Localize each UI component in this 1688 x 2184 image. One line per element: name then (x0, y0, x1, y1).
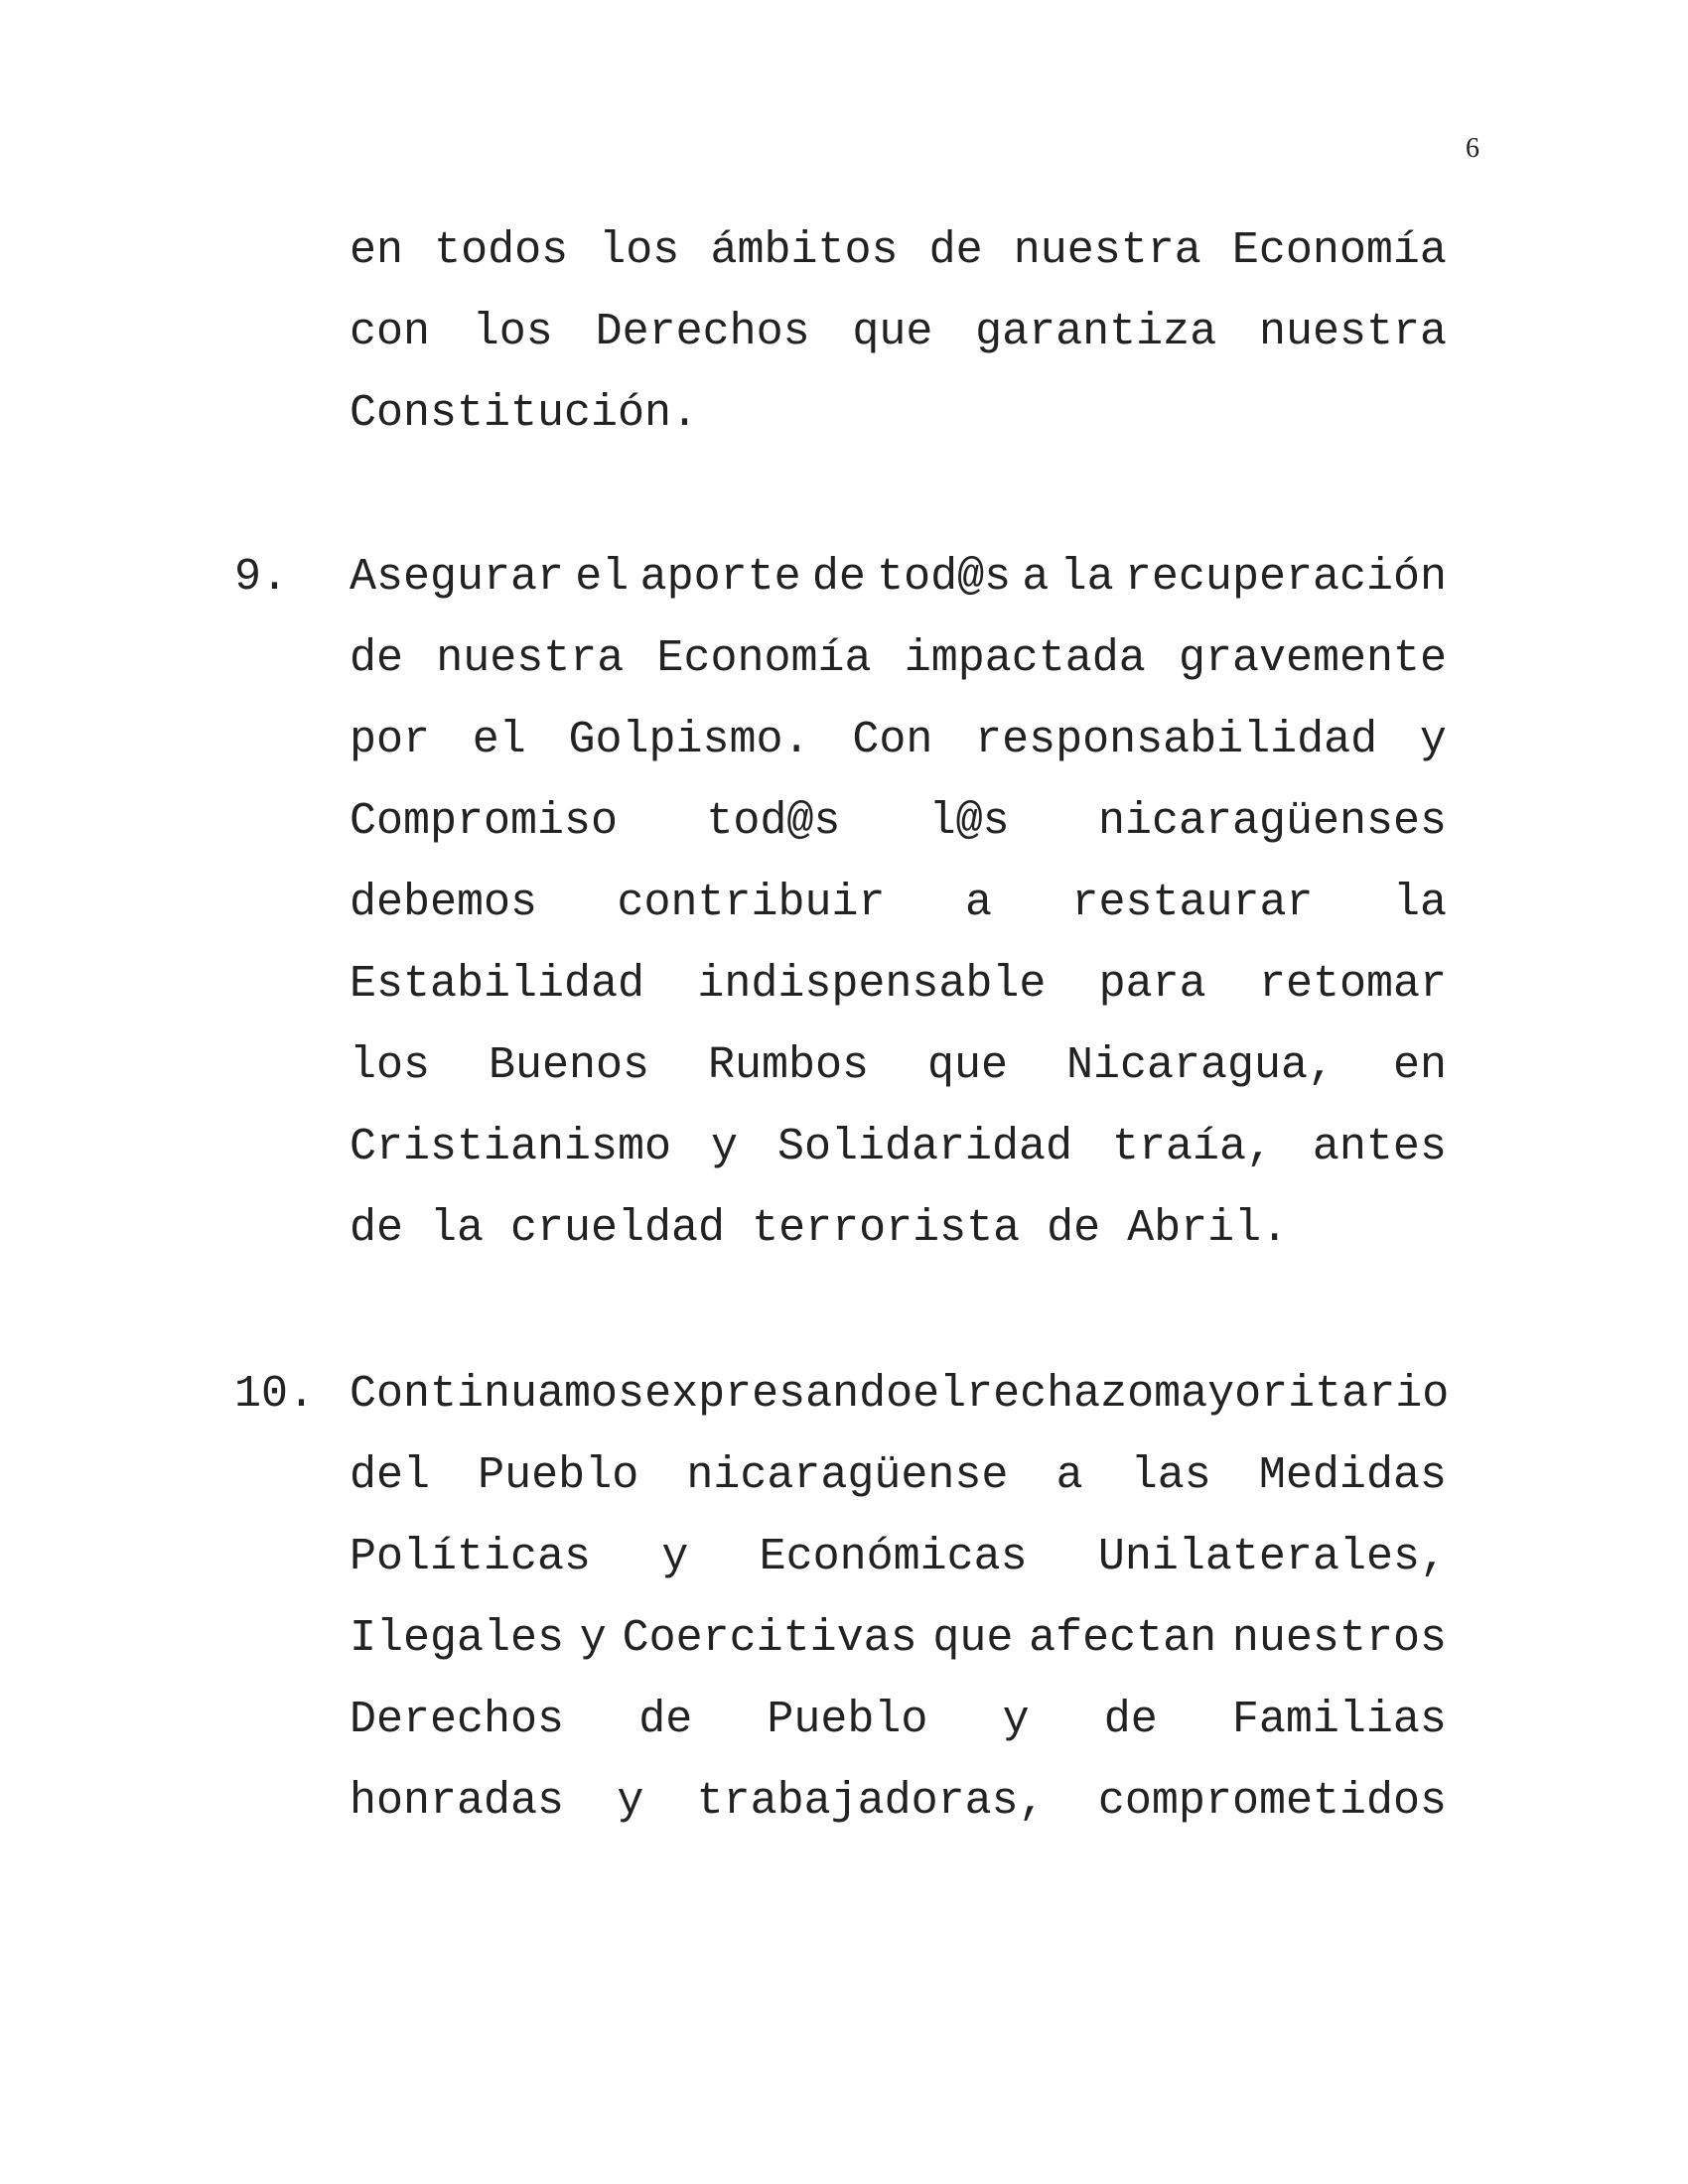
continuation-paragraph (350, 210, 1447, 455)
word: la (1059, 552, 1114, 603)
word: Continuamos (350, 1369, 645, 1420)
word: el (913, 1369, 967, 1420)
word: los (472, 307, 553, 357)
word: trabajadoras, (696, 1776, 1046, 1827)
word: retomar (1258, 959, 1447, 1010)
page-number: 6 (1466, 133, 1479, 164)
text-line (350, 1435, 1447, 1517)
word: de (811, 552, 866, 603)
word: tod@s (877, 552, 1012, 603)
text-line (350, 537, 1447, 618)
word: de (1103, 1695, 1158, 1745)
word: a (1055, 1450, 1083, 1501)
word: la (430, 1203, 485, 1254)
word: y (1002, 1695, 1030, 1745)
word: restaurar (1071, 878, 1314, 928)
word: Coercitivas (622, 1613, 917, 1664)
word: de (350, 633, 404, 684)
word: en (350, 225, 404, 276)
word: y (1419, 715, 1447, 765)
word: Solidaridad (776, 1122, 1073, 1172)
text-line (350, 1354, 1450, 1435)
text-line (350, 944, 1447, 1025)
text-line (350, 1761, 1447, 1843)
word: todos (434, 225, 569, 276)
word: Abril. (1127, 1203, 1289, 1254)
word: Constitución. (350, 388, 699, 439)
text-line (350, 1598, 1447, 1680)
word: Derechos (350, 1695, 565, 1745)
word: nicaragüenses (1097, 796, 1447, 847)
word: la (1392, 878, 1447, 928)
item-9-paragraph (350, 537, 1447, 1270)
text-line (350, 1680, 1447, 1761)
word: las (1130, 1450, 1211, 1501)
word: afectan (1029, 1613, 1217, 1664)
word: Economía (1231, 225, 1447, 276)
text-line (350, 292, 1447, 373)
word: Buenos (488, 1040, 650, 1091)
word: y (711, 1122, 739, 1172)
word: que (926, 1040, 1008, 1091)
word: Cristianismo (350, 1122, 672, 1172)
word: los (599, 225, 680, 276)
word: de (638, 1695, 693, 1745)
word: y (661, 1532, 689, 1582)
word: Políticas (350, 1532, 592, 1582)
text-line (350, 781, 1447, 863)
text-line (350, 210, 1447, 292)
word: Compromiso (350, 796, 619, 847)
word: nuestra (1013, 225, 1201, 276)
word: Economía (656, 633, 872, 684)
word: aporte (639, 552, 801, 603)
word: y (579, 1613, 607, 1664)
word: Pueblo (767, 1695, 928, 1745)
text-line (350, 1025, 1447, 1107)
text-line (350, 863, 1447, 944)
word: crueldad (510, 1203, 726, 1254)
word: de (350, 1203, 404, 1254)
word: a (964, 878, 992, 928)
word: indispensable (697, 959, 1047, 1010)
word: nicaragüense (686, 1450, 1009, 1501)
word: Pueblo (478, 1450, 639, 1501)
word: de (928, 225, 983, 276)
word: Medidas (1258, 1450, 1447, 1501)
word: del (350, 1450, 431, 1501)
word: Con (852, 715, 933, 765)
word: recuperación (1124, 552, 1447, 603)
item-number-10: 10. (234, 1369, 316, 1420)
word: mayoritario (1154, 1369, 1450, 1420)
word: por (350, 715, 431, 765)
word: para (1098, 959, 1206, 1010)
word: tod@s (706, 796, 841, 847)
word: debemos (350, 878, 538, 928)
text-line (350, 373, 1447, 455)
word: ámbitos (710, 225, 899, 276)
word: Familias (1231, 1695, 1447, 1745)
word: antes (1312, 1122, 1447, 1172)
word: rechazo (966, 1369, 1155, 1420)
word: en (1392, 1040, 1447, 1091)
word: a (1022, 552, 1050, 603)
item-10-paragraph (350, 1354, 1450, 1843)
word: nuestra (436, 633, 625, 684)
word: traía, (1111, 1122, 1273, 1172)
word: Unilaterales, (1097, 1532, 1447, 1582)
word: nuestra (1258, 307, 1447, 357)
word: comprometidos (1097, 1776, 1447, 1827)
word: y (617, 1776, 644, 1827)
word: Nicaragua, (1065, 1040, 1336, 1091)
word: terrorista (752, 1203, 1021, 1254)
word: que (932, 1613, 1014, 1664)
word: con (350, 307, 431, 357)
word: Estabilidad (350, 959, 645, 1010)
word: expresando (644, 1369, 914, 1420)
text-line (350, 618, 1447, 700)
word: nuestros (1231, 1613, 1447, 1664)
word: responsabilidad (975, 715, 1378, 765)
word: el (575, 552, 630, 603)
word: contribuir (617, 878, 886, 928)
word: de (1047, 1203, 1101, 1254)
word: que (852, 307, 933, 357)
word: Ilegales (350, 1613, 565, 1664)
word: gravemente (1178, 633, 1447, 684)
word: los (350, 1040, 431, 1091)
item-number-9: 9. (234, 552, 289, 603)
word: garantiza (975, 307, 1217, 357)
word: Económicas (759, 1532, 1028, 1582)
word: el (472, 715, 526, 765)
word: Golpismo. (568, 715, 810, 765)
word: honradas (350, 1776, 565, 1827)
word: Derechos (595, 307, 810, 357)
word: l@s (928, 796, 1010, 847)
text-line (350, 1107, 1447, 1188)
word: Rumbos (707, 1040, 870, 1091)
text-line (350, 700, 1447, 781)
text-line (350, 1517, 1447, 1598)
word: impactada (904, 633, 1146, 684)
text-line (350, 1188, 1447, 1270)
word: Asegurar (350, 552, 565, 603)
